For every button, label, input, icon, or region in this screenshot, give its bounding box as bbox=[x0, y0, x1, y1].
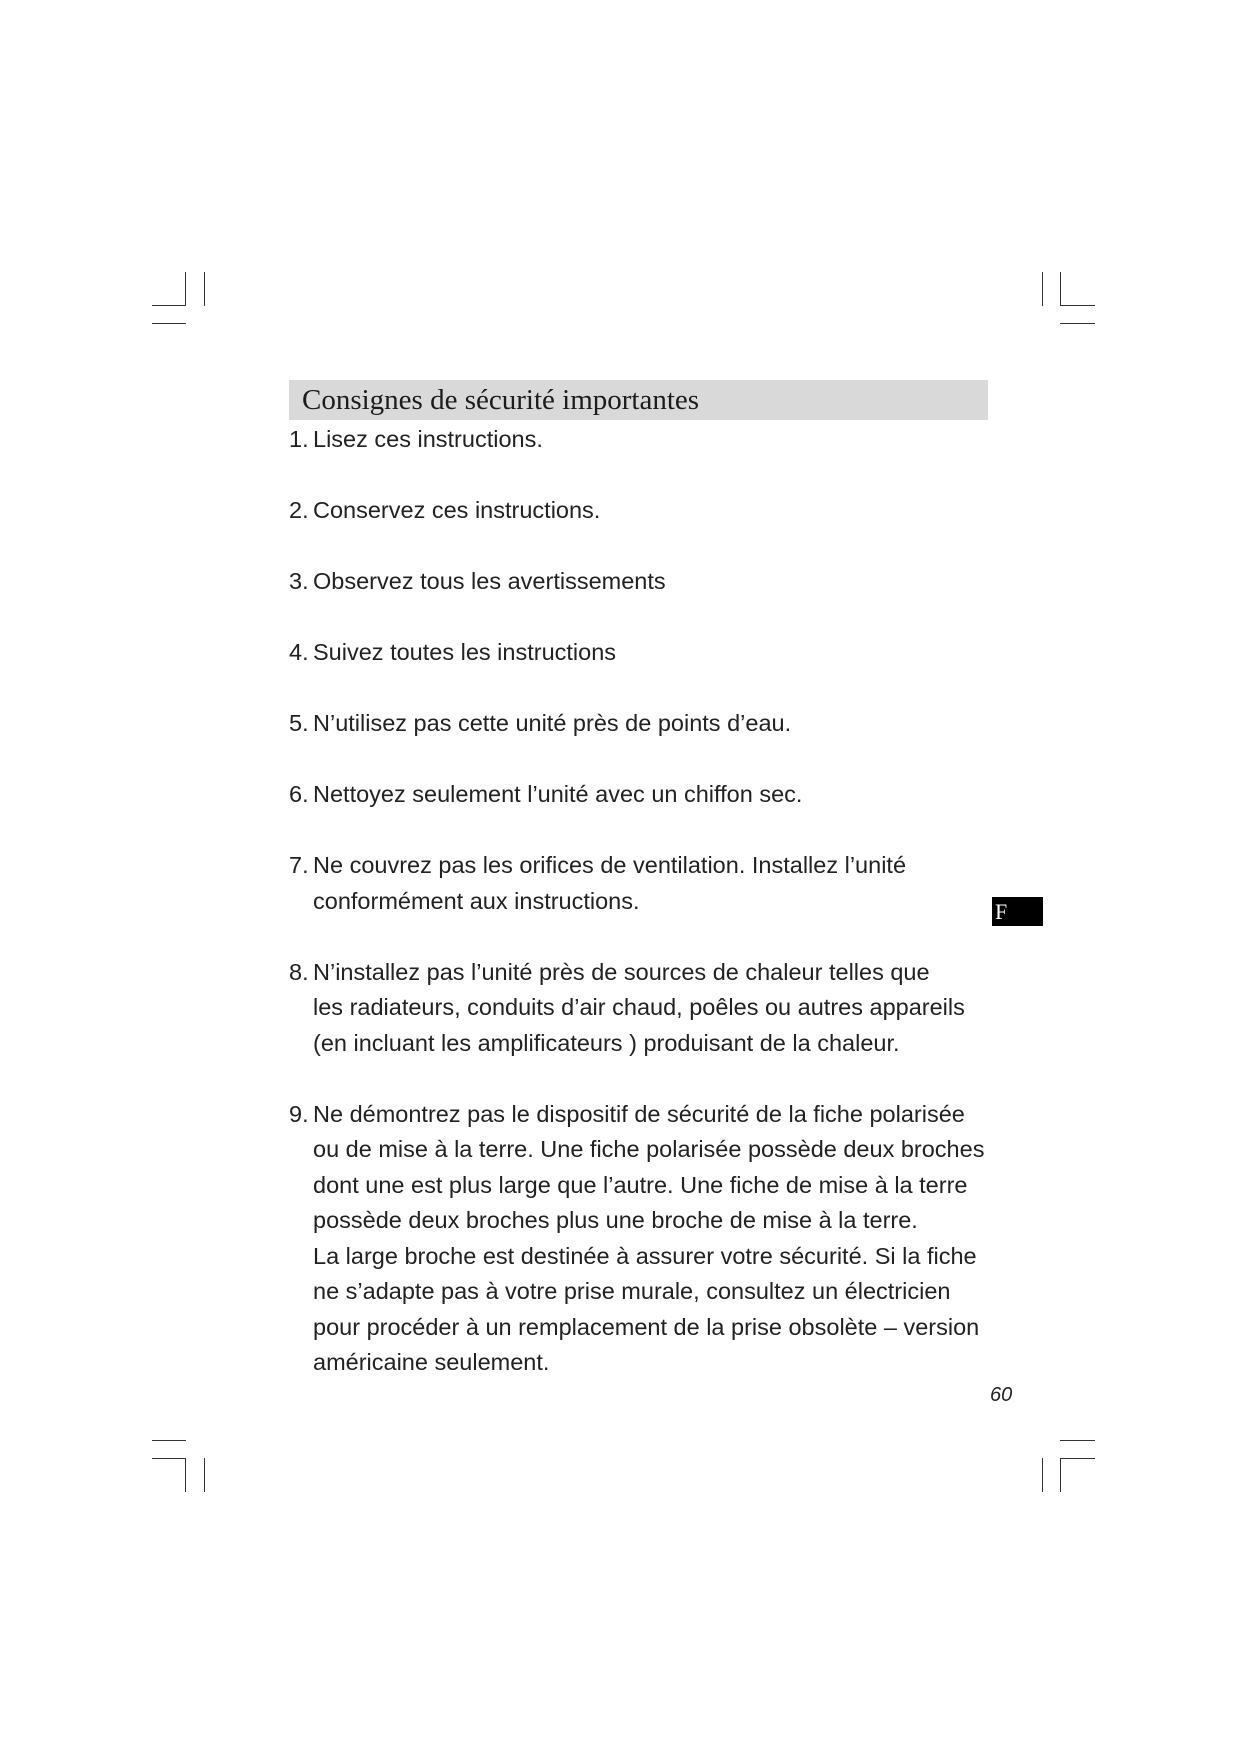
list-item bbox=[289, 706, 1009, 742]
item-text: N’utilisez pas cette unité près de points d’eau. bbox=[313, 710, 792, 736]
item-text: Ne couvrez pas les orifices de ventilation. Installez l’unité bbox=[313, 852, 907, 878]
item-text: Ne démontrez pas le dispositif de sécurité de la fiche polarisée bbox=[313, 1100, 965, 1127]
item-number: 8. bbox=[289, 958, 309, 985]
list-item bbox=[289, 955, 1009, 1062]
item-number: 5. bbox=[289, 710, 309, 736]
item-number: 7. bbox=[289, 852, 309, 878]
item-text: Nettoyez seulement l’unité avec un chiffon sec. bbox=[313, 781, 803, 807]
item-text: (en incluant les amplificateurs ) produisant de la chaleur. bbox=[313, 1029, 900, 1056]
item-text: possède deux broches plus une broche de mise à la terre. bbox=[313, 1207, 918, 1233]
page-number: 60 bbox=[990, 1384, 1013, 1406]
item-text: Suivez toutes les instructions bbox=[313, 639, 617, 665]
list-item bbox=[289, 848, 1009, 919]
language-tab: F bbox=[992, 897, 1043, 926]
item-text: pour procéder à un remplacement de la prise obsolète – version bbox=[313, 1313, 980, 1340]
item-text: les radiateurs, conduits d’air chaud, poêles ou autres appareils bbox=[313, 994, 965, 1020]
section-title-bar bbox=[289, 380, 988, 420]
crop-mark bbox=[185, 1458, 186, 1492]
item-text: ne s’adapte pas à votre prise murale, consultez un électricien bbox=[313, 1278, 951, 1304]
crop-mark bbox=[204, 272, 205, 306]
item-text: ou de mise à la terre. Une fiche polarisée possède deux broches bbox=[313, 1136, 985, 1162]
crop-mark bbox=[204, 1458, 205, 1492]
crop-mark bbox=[1060, 305, 1095, 306]
item-text: La large broche est destinée à assurer votre sécurité. Si la fiche bbox=[313, 1242, 977, 1269]
list-item bbox=[289, 564, 1009, 600]
crop-mark bbox=[1060, 1440, 1095, 1441]
item-number: 3. bbox=[289, 568, 309, 594]
crop-mark bbox=[1042, 272, 1043, 306]
crop-mark bbox=[1042, 1458, 1043, 1492]
crop-mark bbox=[1060, 272, 1061, 306]
item-text: dont une est plus large que l’autre. Une fiche de mise à la terre bbox=[313, 1171, 968, 1198]
item-text: conformément aux instructions. bbox=[313, 887, 640, 914]
list-item bbox=[289, 493, 1009, 529]
safety-instructions-list bbox=[289, 422, 1009, 1381]
item-number: 4. bbox=[289, 639, 309, 665]
list-item bbox=[289, 422, 1009, 458]
crop-mark bbox=[152, 1458, 186, 1459]
list-item bbox=[289, 1097, 1009, 1381]
item-text: américaine seulement. bbox=[313, 1349, 550, 1375]
item-text: N’installez pas l’unité près de sources de chaleur telles que bbox=[313, 958, 930, 985]
crop-mark bbox=[152, 323, 186, 324]
crop-mark bbox=[1060, 323, 1095, 324]
item-text: Lisez ces instructions. bbox=[313, 426, 543, 452]
item-text: Observez tous les avertissements bbox=[313, 568, 666, 594]
crop-mark bbox=[1060, 1458, 1061, 1492]
list-item bbox=[289, 777, 1009, 813]
item-number: 1. bbox=[289, 426, 309, 452]
item-number: 2. bbox=[289, 497, 309, 523]
crop-mark bbox=[152, 305, 186, 306]
item-number: 6. bbox=[289, 781, 309, 807]
item-text: Conservez ces instructions. bbox=[313, 497, 601, 523]
item-number: 9. bbox=[289, 1100, 309, 1127]
section-title: Consignes de sécurité importantes bbox=[302, 384, 700, 416]
crop-mark bbox=[152, 1440, 186, 1441]
list-item bbox=[289, 635, 1009, 671]
crop-mark bbox=[1060, 1458, 1095, 1459]
crop-mark bbox=[185, 272, 186, 306]
